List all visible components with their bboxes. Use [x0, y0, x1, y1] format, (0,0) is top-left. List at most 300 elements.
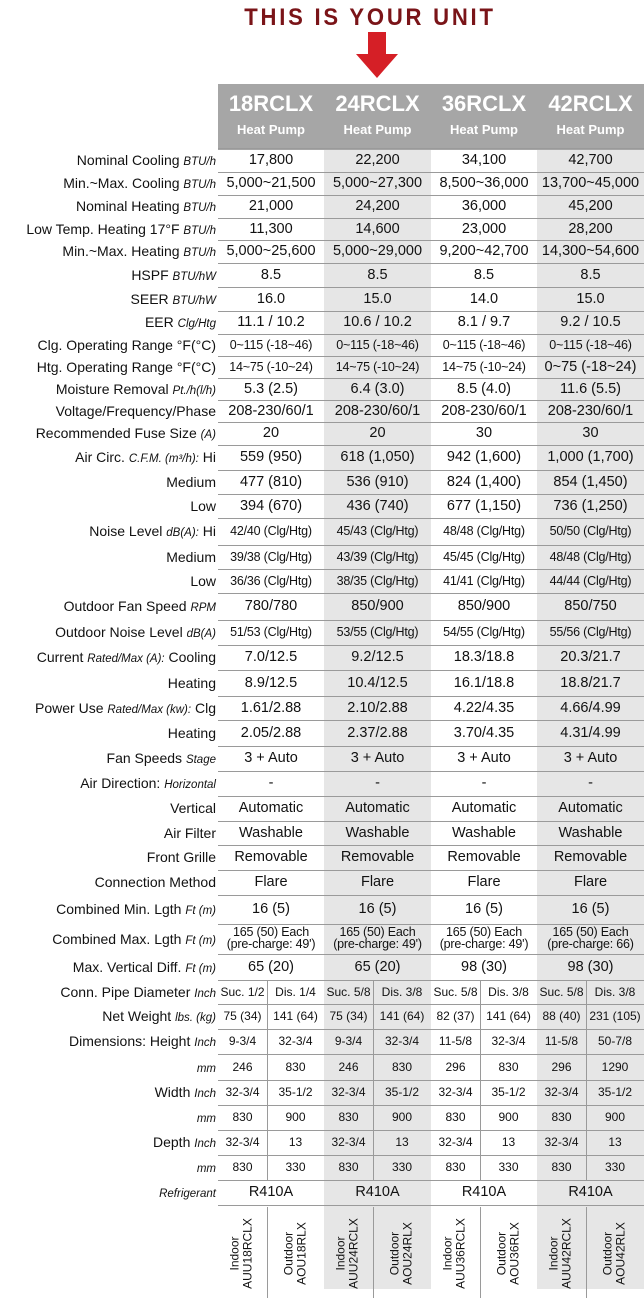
- row-unit: Stage: [185, 754, 216, 766]
- subcell-divider: [373, 1207, 374, 1298]
- spec-cell: 165 (50) Each (pre-charge: 66): [547, 925, 634, 951]
- spec-cell: 34,100: [461, 152, 507, 168]
- row-unit: Horizontal: [164, 779, 216, 791]
- unit-model: AOU24RLX: [400, 1222, 415, 1285]
- spec-subcell: 246: [232, 1060, 253, 1074]
- spec-cell: Washable: [558, 825, 623, 841]
- spec-cell: 677 (1,150): [446, 498, 522, 514]
- spec-subcell: 246: [338, 1060, 359, 1074]
- spec-cell: 3 + Auto: [350, 750, 405, 766]
- row-label: [0, 1054, 216, 1080]
- spec-subcell: 830: [232, 1110, 253, 1124]
- row-label-text: Combined Max. Lgth: [52, 931, 182, 947]
- row-label-text: Conn. Pipe Diameter: [60, 984, 191, 1000]
- row-label-suffix: Clg: [194, 700, 216, 716]
- unit-model: AUU36RCLX: [453, 1218, 468, 1289]
- row-unit: Clg/Htg: [177, 318, 216, 330]
- spec-subcell: 88 (40): [542, 1009, 581, 1023]
- row-label: [0, 1130, 216, 1155]
- subcell-divider: [480, 1054, 481, 1080]
- spec-cell: 24,200: [355, 198, 400, 214]
- spec-cell: 51/53 (Clg/Htg): [230, 625, 312, 639]
- row-label-text: Fan Speeds: [106, 750, 183, 766]
- spec-subcell: 830: [498, 1060, 519, 1074]
- spec-subcell: 11-5/8: [438, 1034, 473, 1048]
- row-unit: BTU/h: [183, 156, 216, 168]
- row-label: [0, 845, 216, 870]
- row-label: [0, 954, 216, 980]
- row-label: [0, 1080, 216, 1105]
- subcell-divider: [586, 1029, 587, 1054]
- subcell-divider: [480, 980, 481, 1004]
- spec-cell: 20: [262, 425, 280, 441]
- row-unit: Inch: [194, 988, 216, 1000]
- subcell-divider: [373, 1130, 374, 1155]
- row-label-text: Current: [36, 649, 84, 665]
- spec-subcell: 9-3/4: [334, 1034, 363, 1048]
- row-label-text: Depth: [153, 1134, 191, 1150]
- row-unit: dB(A):: [166, 527, 199, 539]
- subcell-divider: [586, 1054, 587, 1080]
- spec-cell: 208-230/60/1: [334, 403, 421, 419]
- row-unit: Inch: [194, 1138, 216, 1150]
- spec-cell: 20.3/21.7: [560, 649, 621, 665]
- row-unit: Inch: [194, 1037, 216, 1049]
- spec-cell: 30: [582, 425, 599, 441]
- spec-cell: 14~75 (-10~24): [442, 360, 526, 374]
- row-unit: Rated/Max (kw):: [107, 704, 192, 716]
- spec-subcell: 830: [338, 1160, 359, 1174]
- spec-cell: 9,200~42,700: [439, 243, 529, 259]
- outdoor-model-label: [602, 1214, 629, 1294]
- spec-subcell: 75 (34): [329, 1009, 368, 1023]
- model-type: Heat Pump: [237, 122, 305, 137]
- spec-cell: 17,800: [248, 152, 294, 168]
- row-label: [0, 696, 216, 720]
- row-unit: mm: [196, 1063, 216, 1075]
- spec-cell: 16 (5): [252, 901, 290, 917]
- spec-cell: Removable: [234, 849, 308, 865]
- row-unit: dB(A): [186, 628, 216, 640]
- spec-subcell: 9-3/4: [228, 1034, 257, 1048]
- row-label-text: Air Direction:: [80, 775, 161, 791]
- spec-cell: 477 (810): [239, 474, 303, 490]
- row-label: [0, 1105, 216, 1130]
- spec-subcell: 32-3/4: [491, 1034, 526, 1048]
- spec-cell: Washable: [345, 825, 410, 841]
- spec-cell: 16 (5): [358, 901, 397, 917]
- row-unit: BTU/h: [183, 202, 216, 214]
- subcell-divider: [267, 980, 268, 1004]
- spec-cell: 43/39 (Clg/Htg): [336, 550, 419, 564]
- row-label: [0, 771, 216, 796]
- row-unit: lbs. (kg): [175, 1012, 216, 1024]
- row-label-text: Low: [190, 573, 216, 589]
- model-name: 42RCLX: [548, 91, 633, 116]
- spec-cell: 41/41 (Clg/Htg): [443, 574, 525, 588]
- spec-cell: 13,700~45,000: [541, 175, 640, 191]
- spec-subcell: 830: [338, 1110, 359, 1124]
- spec-subcell: 830: [285, 1060, 306, 1074]
- model-type: Heat Pump: [556, 122, 625, 137]
- spec-cell: 9.2 / 10.5: [560, 314, 621, 330]
- spec-cell: 23,000: [461, 221, 507, 237]
- spec-cell: 14~75 (-10~24): [335, 360, 420, 374]
- row-label-text: Recommended Fuse Size: [35, 425, 197, 441]
- row-label-text: Heating: [167, 675, 216, 691]
- spec-subcell: 32-3/4: [278, 1034, 313, 1048]
- row-label: [0, 356, 216, 378]
- row-unit: BTU/hW: [172, 295, 216, 307]
- unit-role: Outdoor: [494, 1231, 509, 1276]
- row-label: [0, 470, 216, 494]
- spec-cell: Flare: [467, 874, 501, 890]
- model-type: Heat Pump: [450, 122, 518, 137]
- spec-cell: Flare: [254, 874, 288, 890]
- spec-subcell: 32-3/4: [544, 1135, 579, 1149]
- model-name: 36RCLX: [441, 91, 527, 116]
- spec-cell: 850/900: [351, 598, 404, 614]
- spec-cell: 854 (1,450): [553, 474, 628, 490]
- row-label-text: Low Temp. Heating 17°F: [26, 221, 180, 237]
- row-label: [0, 148, 216, 172]
- spec-subcell: 13: [608, 1135, 622, 1149]
- spec-cell: 28,200: [568, 221, 613, 237]
- row-label: [0, 518, 216, 545]
- spec-cell: 165 (50) Each (pre-charge: 49'): [226, 925, 316, 951]
- spec-cell: 22,200: [355, 152, 400, 168]
- spec-cell: Removable: [340, 849, 415, 865]
- spec-cell: 65 (20): [354, 959, 401, 975]
- subcell-divider: [480, 1105, 481, 1130]
- spec-cell: 30: [475, 425, 493, 441]
- subcell-divider: [480, 1080, 481, 1105]
- spec-cell: Automatic: [345, 800, 410, 816]
- down-arrow-shape: [356, 32, 398, 78]
- spec-cell: 48/48 (Clg/Htg): [443, 524, 525, 538]
- spec-cell: 14,300~54,600: [541, 243, 640, 259]
- spec-subcell: 330: [391, 1160, 413, 1174]
- spec-subcell: 231 (105): [589, 1009, 641, 1023]
- spec-cell: 0~115 (-18~46): [229, 338, 313, 352]
- row-unit: Rated/Max (A):: [87, 653, 165, 665]
- spec-cell: -: [588, 775, 593, 791]
- spec-cell: 11.1 / 10.2: [237, 314, 305, 330]
- row-label-text: Medium: [166, 549, 216, 565]
- spec-cell: 5,000~29,000: [332, 243, 423, 259]
- spec-subcell: Suc. 5/8: [539, 985, 584, 999]
- spec-cell: Removable: [553, 849, 628, 865]
- row-unit: BTU/hW: [172, 271, 216, 283]
- spec-cell: 1,000 (1,700): [547, 449, 634, 465]
- row-label: [0, 172, 216, 195]
- row-label: [0, 720, 216, 746]
- spec-cell: 44/44 (Clg/Htg): [549, 574, 632, 588]
- subcell-divider: [267, 1054, 268, 1080]
- spec-subcell: 141 (64): [273, 1009, 318, 1023]
- spec-cell: 16 (5): [465, 901, 503, 917]
- row-label-text: Power Use: [35, 700, 104, 716]
- row-unit: mm: [196, 1113, 216, 1125]
- unit-role: Indoor: [546, 1236, 561, 1271]
- spec-cell: 2.37/2.88: [347, 725, 408, 741]
- subcell-divider: [267, 1155, 268, 1180]
- spec-subcell: 830: [551, 1110, 572, 1124]
- spec-subcell: 900: [604, 1110, 626, 1124]
- spec-subcell: 32-3/4: [438, 1135, 473, 1149]
- spec-cell: 54/55 (Clg/Htg): [443, 625, 525, 639]
- spec-cell: 10.6 / 10.2: [343, 314, 412, 330]
- spec-cell: 0~115 (-18~46): [442, 338, 526, 352]
- banner: [0, 0, 644, 84]
- row-label-text: Nominal Heating: [76, 198, 180, 214]
- spec-cell: Flare: [360, 874, 395, 890]
- spec-cell: 436 (740): [346, 498, 409, 514]
- spec-cell: Automatic: [451, 800, 517, 816]
- spec-cell: 3 + Auto: [457, 750, 511, 766]
- spec-subcell: 32-3/4: [225, 1135, 260, 1149]
- spec-cell: R410A: [355, 1184, 400, 1200]
- row-label: [0, 895, 216, 924]
- row-label: [0, 980, 216, 1004]
- row-label-suffix: Hi: [202, 523, 216, 539]
- unit-model: AOU18RLX: [294, 1222, 309, 1285]
- spec-subcell: 141 (64): [379, 1009, 425, 1023]
- spec-cell: 536 (910): [346, 474, 409, 490]
- row-label: [0, 645, 216, 670]
- spec-cell: 16.0: [256, 291, 286, 307]
- row-unit: Ft (m): [185, 963, 216, 975]
- subcell-divider: [267, 1004, 268, 1029]
- spec-cell: R410A: [568, 1184, 613, 1200]
- spec-subcell: 32-3/4: [438, 1085, 473, 1099]
- spec-cell: 53/55 (Clg/Htg): [336, 625, 419, 639]
- row-label-text: Front Grille: [146, 849, 216, 865]
- spec-cell: 2.10/2.88: [347, 700, 408, 716]
- row-unit: BTU/h: [183, 179, 216, 191]
- subcell-divider: [373, 1029, 374, 1054]
- subcell-divider: [480, 1207, 481, 1298]
- indoor-model-label: [442, 1214, 469, 1294]
- row-label: [0, 1004, 216, 1029]
- spec-cell: 18.3/18.8: [453, 649, 515, 665]
- spec-cell: 10.4/12.5: [347, 675, 408, 691]
- subcell-divider: [480, 1004, 481, 1029]
- outdoor-model-label: [496, 1214, 523, 1294]
- row-label-text: Net Weight: [102, 1008, 172, 1024]
- row-label: [0, 445, 216, 470]
- spec-subcell: 141 (64): [486, 1009, 531, 1023]
- unit-role: Indoor: [333, 1236, 348, 1271]
- row-label-text: Moisture Removal: [55, 381, 169, 397]
- row-unit: Inch: [194, 1088, 216, 1100]
- spec-cell: 5,000~21,500: [226, 175, 316, 191]
- spec-cell: Automatic: [558, 800, 623, 816]
- spec-cell: 65 (20): [248, 959, 294, 975]
- row-label-text: Heating: [167, 725, 216, 741]
- spec-cell: 8.5: [260, 267, 282, 283]
- spec-subcell: 32-3/4: [331, 1135, 366, 1149]
- unit-role: Outdoor: [387, 1231, 402, 1276]
- indoor-model-label: [335, 1214, 362, 1294]
- spec-subcell: 75 (34): [223, 1009, 262, 1023]
- spec-cell: 0~75 (-18~24): [544, 359, 637, 375]
- subcell-divider: [586, 1207, 587, 1298]
- spec-subcell: 296: [551, 1060, 572, 1074]
- row-unit: Ft (m): [185, 935, 216, 947]
- spec-cell: -: [375, 775, 380, 791]
- row-label: [0, 1029, 216, 1054]
- spec-subcell: 1290: [601, 1060, 629, 1074]
- spec-cell: 1.61/2.88: [240, 700, 302, 716]
- spec-cell: 5,000~25,600: [226, 243, 316, 259]
- spec-subcell: 35-1/2: [384, 1085, 420, 1099]
- spec-cell: 48/48 (Clg/Htg): [549, 550, 632, 564]
- spec-cell: 8,500~36,000: [439, 175, 529, 191]
- spec-cell: 42/40 (Clg/Htg): [230, 524, 312, 538]
- row-label-text: Min.~Max. Cooling: [63, 175, 180, 191]
- subcell-divider: [480, 1029, 481, 1054]
- row-label: [0, 240, 216, 263]
- row-label-text: Nominal Cooling: [76, 152, 180, 168]
- outdoor-model-label: [389, 1214, 416, 1294]
- row-label-suffix: Hi: [202, 449, 216, 465]
- spec-cell: 559 (950): [239, 449, 303, 465]
- unit-model: AUU24RCLX: [346, 1218, 361, 1289]
- spec-cell: 14.0: [469, 291, 499, 307]
- spec-cell: 7.0/12.5: [244, 649, 298, 665]
- row-label: [0, 620, 216, 645]
- spec-cell: 4.66/4.99: [560, 700, 621, 716]
- spec-cell: 942 (1,600): [446, 449, 522, 465]
- spec-cell: 4.31/4.99: [560, 725, 621, 741]
- unit-role: Outdoor: [600, 1231, 615, 1276]
- row-label: [0, 924, 216, 954]
- subcell-divider: [373, 980, 374, 1004]
- spec-cell: 8.5 (4.0): [457, 381, 511, 397]
- row-label-text: Outdoor Fan Speed: [63, 598, 187, 614]
- row-label: [0, 796, 216, 821]
- spec-cell: 2.05/2.88: [240, 725, 302, 741]
- spec-cell: 14~75 (-10~24): [229, 360, 313, 374]
- unit-model: AUU18RCLX: [240, 1218, 255, 1289]
- spec-cell: 15.0: [576, 291, 605, 307]
- spec-cell: 6.4 (3.0): [350, 381, 405, 397]
- spec-subcell: 35-1/2: [597, 1085, 633, 1099]
- row-label: [0, 545, 216, 569]
- row-label-text: Vertical: [170, 800, 216, 816]
- spec-cell: 8.5: [367, 267, 388, 283]
- spec-subcell: 50-7/8: [597, 1034, 633, 1048]
- spec-subcell: 330: [498, 1160, 519, 1174]
- spec-cell: 20: [369, 425, 386, 441]
- spec-cell: 16.1/18.8: [453, 675, 515, 691]
- spec-cell: 36,000: [461, 198, 507, 214]
- subcell-divider: [373, 1155, 374, 1180]
- unit-role: Indoor: [440, 1236, 455, 1271]
- spec-cell: Washable: [452, 825, 516, 841]
- spec-subcell: 900: [498, 1110, 519, 1124]
- spec-cell: -: [481, 775, 487, 791]
- row-unit: Refrigerant: [159, 1188, 216, 1200]
- spec-cell: 11.6 (5.5): [560, 381, 621, 397]
- spec-subcell: 32-3/4: [331, 1085, 366, 1099]
- spec-cell: 45/43 (Clg/Htg): [336, 524, 419, 538]
- spec-subcell: 13: [395, 1135, 409, 1149]
- row-label-text: Max. Vertical Diff.: [72, 959, 182, 975]
- row-label-text: Htg. Operating Range °F(°C): [36, 359, 216, 375]
- spec-cell: 15.0: [363, 291, 392, 307]
- spec-subcell: 32-3/4: [544, 1085, 579, 1099]
- subcell-divider: [267, 1207, 268, 1298]
- model-name: 18RCLX: [228, 91, 314, 116]
- row-label: [0, 195, 216, 218]
- subcell-divider: [373, 1004, 374, 1029]
- spec-subcell: 830: [445, 1160, 466, 1174]
- unit-role: Indoor: [227, 1236, 242, 1271]
- spec-cell: 45/45 (Clg/Htg): [443, 550, 525, 564]
- row-label: [0, 287, 216, 311]
- spec-cell: 18.8/21.7: [560, 675, 621, 691]
- spec-cell: 14,600: [355, 221, 400, 237]
- row-label: [0, 378, 216, 400]
- subcell-divider: [267, 1130, 268, 1155]
- row-label: [0, 263, 216, 287]
- outdoor-model-label: [283, 1214, 310, 1294]
- subcell-divider: [480, 1130, 481, 1155]
- spec-cell: Automatic: [238, 800, 304, 816]
- row-label-text: Air Filter: [163, 825, 216, 841]
- row-label-text: Clg. Operating Range °F(°C): [37, 337, 216, 353]
- spec-cell: 394 (670): [239, 498, 303, 514]
- unit-model: AOU36RLX: [507, 1222, 522, 1285]
- row-label-text: EER: [144, 314, 174, 330]
- unit-role: Outdoor: [281, 1231, 296, 1276]
- spec-subcell: Suc. 1/2: [220, 985, 265, 999]
- row-label-text: SEER: [130, 291, 169, 307]
- indoor-model-label: [548, 1214, 575, 1294]
- row-label: [0, 422, 216, 445]
- model-name: 24RCLX: [335, 91, 420, 116]
- subcell-divider: [586, 1155, 587, 1180]
- row-label-text: Dimensions: Height: [68, 1033, 191, 1049]
- spec-cell: 3.70/4.35: [453, 725, 515, 741]
- spec-cell: 21,000: [248, 198, 294, 214]
- spec-cell: 9.2/12.5: [351, 649, 404, 665]
- row-label: [0, 870, 216, 895]
- spec-subcell: 830: [232, 1160, 253, 1174]
- spec-cell: 8.1 / 9.7: [457, 314, 511, 330]
- model-type: Heat Pump: [343, 122, 412, 137]
- row-unit: BTU/h: [183, 247, 216, 259]
- spec-subcell: 830: [391, 1060, 413, 1074]
- spec-cell: 208-230/60/1: [228, 403, 314, 419]
- spec-cell: 824 (1,400): [446, 474, 522, 490]
- spec-cell: 5.3 (2.5): [244, 381, 298, 397]
- spec-cell: 16 (5): [571, 901, 610, 917]
- spec-cell: Removable: [447, 849, 521, 865]
- row-label-text: Voltage/Frequency/Phase: [55, 403, 216, 419]
- spec-subcell: 35-1/2: [278, 1085, 313, 1099]
- row-label-text: Outdoor Noise Level: [55, 624, 183, 640]
- spec-subcell: 900: [285, 1110, 306, 1124]
- row-label-text: Min.~Max. Heating: [62, 243, 180, 259]
- banner-title: THIS IS YOUR UNIT: [244, 4, 496, 31]
- subcell-divider: [480, 1155, 481, 1180]
- spec-cell: 38/35 (Clg/Htg): [336, 574, 419, 588]
- row-label: [0, 593, 216, 620]
- spec-cell: 55/56 (Clg/Htg): [549, 625, 632, 639]
